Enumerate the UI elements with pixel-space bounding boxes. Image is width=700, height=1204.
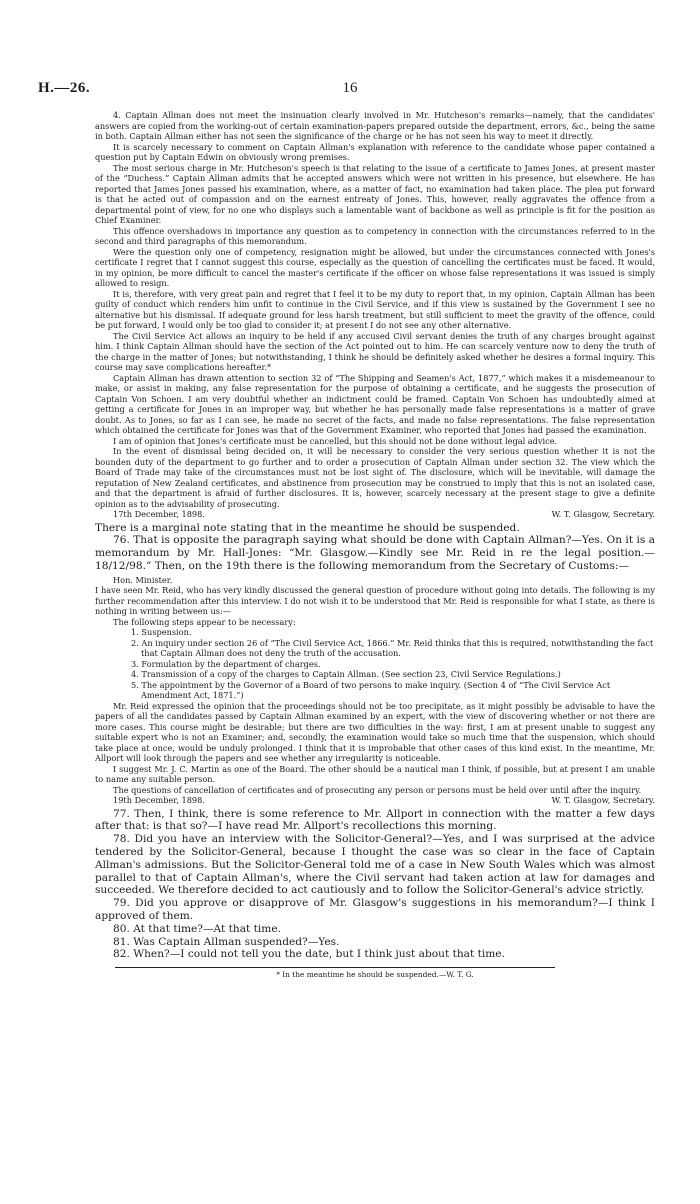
- paragraph: It is scarcely necessary to comment on Captain Allman's explanation with reference to the candidate whose paper contained a question put by Captain Edwin on obviously wrong premises.: [95, 141, 655, 162]
- signature-name: W. T. Glasgow, Secretary.: [551, 509, 655, 519]
- testimony-paragraph: 80. At that time?—At that time.: [113, 922, 281, 935]
- paragraph: The most serious charge in Mr. Hutcheson's speech is that relating to the issue of a certificate to James Jones, at present master of the “Duchess.” Captain Allman admits that he accepted answers which were not written in his presence, but elsewhere. He has reported that James Jones passed his examination, where, as a matter of fact, no examination had taken place. The plea put forward is that he acted out of compassion and on the earnest entreaty of Jones. This, however, really aggravates the offence from a departmental point of view, for no one who displays such a lamentable want of backbone as well as principle is fit for the position as Chief Examiner.: [95, 162, 655, 225]
- testimony-section-1: [95, 522, 655, 573]
- testimony-paragraph: 79. Did you approve or disapprove of Mr. Glasgow's suggestions in his memorandum?—I think I approved of them.: [95, 897, 655, 923]
- paragraph: Were the question only one of competency, resignation might be allowed, but under the circumstances connected with Jones's certificate I regret that I cannot suggest this course, especially as the question of cancelling the certificates must be faced. It would, in my opinion, be more difficult to cancel the master's certificate if the officer on whose false representations it was issued is simply allowed to resign.: [95, 246, 655, 288]
- page-number: 16: [342, 80, 358, 96]
- testimony-paragraph: 77. Then, I think, there is some reference to Mr. Allport in connection with the matter a few days after that: is that so?—I have read Mr. Allport's recollections this morning.: [95, 807, 655, 833]
- paragraph: This offence overshadows in importance any question as to competency in connection with the circumstances referred to in the second and third paragraphs of this memorandum.: [95, 225, 655, 246]
- paragraph: I suggest Mr. J. C. Martin as one of the Board. The other should be a nautical man I think, if possible, but at present I am unable to name any suitable person.: [95, 763, 655, 785]
- paragraph: The questions of cancellation of certificates and of prosecuting any person or persons must be held over until after the inquiry.: [113, 784, 642, 795]
- list-item: 1. Suspension.: [131, 627, 192, 638]
- paragraph: Mr. Reid expressed the opinion that the proceedings should not be too precipitate, as it might possibly be advisable to have the papers of all the candidates passed by Captain Allman examined by an expert, with the view of discovering whether or not there are more cases. This course might be desirable; but there are two difficulties in the way: first, I am at present unable to suggest any suitable expert who is not an Examiner; and, secondly, the examination would take so much time that the suspension, which should take place at once, would be unduly prolonged. I think that it is improbable that other cases of this kind exist. In the meantime, Mr. Allport will look through the papers and see whether any irregularity is noticeable.: [95, 700, 655, 764]
- testimony-paragraph: There is a marginal note stating that in the meantime he should be suspended.: [95, 521, 520, 534]
- testimony-paragraph: 81. Was Captain Allman suspended?—Yes.: [113, 935, 340, 948]
- paragraph: Captain Allman has drawn attention to section 32 of “The Shipping and Seamen's Act, 1877,” which makes it a misdemeanour to make, or assist in making, any false representation for the purpose of obtaining a certificate, and he suggests the prosecution of Captain Von Schoen. I am very doubtful whether an indictment could be framed. Captain Von Schoen has undoubtedly aimed at getting a certificate for Jones in an improper way, but whether he has personally made false representations is a matter of grave doubt. As to Jones, so far as I can see, he made no secret of the facts, and made no false representations. The false representation which obtained the certificate for Jones was that of the Government Examiner, who reported that Jones had passed the examination.: [95, 372, 655, 435]
- testimony-paragraph: 78. Did you have an interview with the Solicitor-General?—Yes, and I was surprised at the advice tendered by the Solicitor-General, because I thought the case was so clear in the face of Captain Allman's admissions. But the Solicitor-General told me of a case in New South Wales which was almost parallel to that of Captain Allman's, where the Civil servant had taken action at law for damages and succeeded. We therefore decided to act cautiously and to follow the Solicitor-General's advice strictly.: [95, 833, 655, 897]
- paragraph: 4. Captain Allman does not meet the insinuation clearly involved in Mr. Hutcheson's remarks—namely, that the candidates' answers are copied from the working-out of certain examination-papers prepared outside the department, errors, &c., being the same in both. Captain Allman either has not seen the significance of the charge or he has not seen his way to meet it directly.: [95, 110, 655, 141]
- signature-line: [95, 795, 655, 806]
- paragraph: It is, therefore, with very great pain and regret that I feel it to be my duty to report that, in my opinion, Captain Allman has been guilty of conduct which renders him unfit to continue in the Civil Service, and if this view is sustained by the Government I see no alternative but his dismissal. If adequate ground for less harsh treatment, but still sufficient to meet the gravity of the offence, could be put forward, I would only be too glad to consider it; at present I do not see any other alternative.: [95, 288, 655, 330]
- salutation: Hon. Minister.: [113, 574, 173, 585]
- memorandum-section-1: [95, 110, 655, 520]
- list-item: 5. The appointment by the Governor of a Board of two persons to make inquiry. (Section 4 of “The Civil Service Act Amendment Act, 1871.”): [131, 679, 611, 701]
- list-item: 3. Formulation by the department of charges.: [131, 658, 321, 669]
- testimony-paragraph: 82. When?—I could not tell you the date, but I think just about that time.: [113, 948, 505, 961]
- footnote-divider: [115, 967, 555, 968]
- document-reference: H.—26.: [38, 80, 91, 96]
- footnote: * In the meantime he should be suspended.—W. T. G.: [276, 970, 474, 980]
- signature-date: 19th December, 1898.: [113, 795, 205, 806]
- list-item: 4. Transmission of a copy of the charges to Captain Allman. (See section 23, Civil Service Regulations.): [131, 669, 561, 680]
- signature-name: W. T. Glasgow, Secretary.: [551, 795, 655, 806]
- paragraph: In the event of dismissal being decided on, it will be necessary to consider the very serious question whether it is not the bounden duty of the department to go further and to order a prosecution of Captain Allman under section 32. The view which the Board of Trade may take of the circumstances must not be lost sight of. The disclosure, which will be inevitable, will damage the reputation of New Zealand certificates, and abstinence from prosecution may be construed to imply that this is not an isolated case, and that the department is afraid of further disclosures. It is, however, scarcely necessary at the present stage to give a definite opinion as to the advisability of prosecuting.: [95, 446, 655, 509]
- page-header: [38, 80, 662, 100]
- signature-line: [95, 509, 655, 520]
- signature-date: 17th December, 1898.: [113, 509, 205, 519]
- list-item: 2. An inquiry under section 26 of “The Civil Service Act, 1866.” Mr. Reid thinks that this is required, notwithstanding the fact that Captain Allman does not deny the truth of the accusation.: [131, 637, 654, 659]
- testimony-section-2: [95, 808, 655, 962]
- paragraph: I have seen Mr. Reid, who has very kindly discussed the general question of procedure without going into details. The following is my further recommendation after this interview. I do not wish it to be understood that Mr. Reid is responsible for what I state, as there is nothing in writing between us:—: [95, 585, 655, 617]
- testimony-paragraph: 76. That is opposite the paragraph saying what should be done with Captain Allman?—Yes. On it is a memorandum by Mr. Hall-Jones: “Mr. Glasgow.—Kindly see Mr. Reid in re the legal position.—18/12/98.” Then, on the 19th there is the following memorandum from the Secretary of Customs:—: [95, 534, 655, 572]
- paragraph: I am of opinion that Jones's certificate must be cancelled, but this should not be done without legal advice.: [113, 435, 558, 446]
- paragraph: The following steps appear to be necessary:: [113, 616, 296, 627]
- steps-list: [95, 627, 655, 701]
- memorandum-section-2: [95, 575, 655, 806]
- paragraph: The Civil Service Act allows an inquiry to be held if any accused Civil servant denies the truth of any charges brought against him. I think Captain Allman should have the section of the Act pointed out to him. He can scarcely venture now to deny the truth of the charge in the matter of Jones; but notwithstanding, I think he should be definitely asked whether he desires a formal inquiry. This course may save complications hereafter.*: [95, 330, 655, 372]
- page-body: [95, 110, 655, 979]
